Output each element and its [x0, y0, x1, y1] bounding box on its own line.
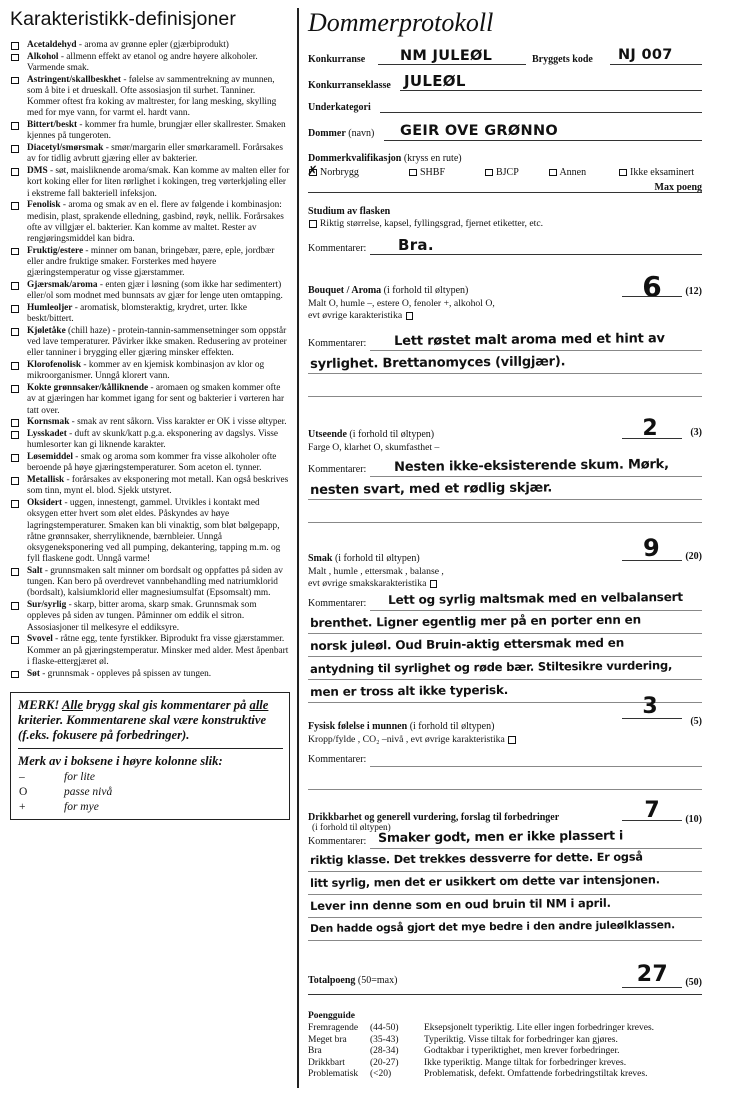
- guide-range: (<20): [370, 1069, 392, 1080]
- qualification-checkbox[interactable]: [549, 169, 557, 177]
- qualification-option-label: Ikke eksaminert: [630, 167, 695, 178]
- definition-desc: - smør/margarin eller smørkaramell. Forårsakes av for tidlig avbrutt gjæring eller av bakterier.: [27, 143, 283, 165]
- aroma-comment-label: Kommentarer:: [308, 338, 367, 349]
- definition-checkbox[interactable]: [11, 362, 19, 370]
- class-label: Konkurranseklasse: [308, 80, 391, 91]
- subcategory-label: Underkategori: [308, 102, 371, 113]
- appearance-comment-1[interactable]: Nesten ikke-eksisterende skum. Mørk,: [394, 457, 669, 475]
- definition-item: [10, 417, 290, 428]
- total-rule: [308, 994, 702, 995]
- class-line: [400, 90, 702, 91]
- definition-desc: - råtne egg, tente fyrstikker. Biprodukt fra visse gjærstammer. Kommer an på gjæringstemperatur. Minsker med alder. Mest åpenbart i flaske-ettergjæret øl.: [27, 634, 289, 667]
- definition-checkbox[interactable]: [11, 602, 19, 610]
- overall-title: Drikkbarhet og generell vurdering, forslag til forbedringer: [308, 812, 560, 823]
- qualification-checkbox[interactable]: [409, 169, 417, 177]
- score-guide: [308, 1011, 708, 1081]
- bottle-comment-line: [370, 254, 702, 255]
- aroma-other: [308, 310, 708, 322]
- competition-line: [378, 64, 526, 65]
- qualification-title: [308, 148, 708, 166]
- aroma-other-text: evt øvrige karakteristika: [308, 310, 403, 321]
- guide-range: (20-27): [370, 1057, 399, 1068]
- definition-desc: - grunnsmak - oppleves på spissen av tungen.: [39, 668, 212, 679]
- definition-item: [10, 40, 290, 51]
- overall-score[interactable]: 7: [644, 798, 660, 823]
- definition-desc: - uggen, innestengt, gammel. Utvikles i kontakt med oksygen etter hvert som ølet eldes. Påskyndes av høye lagringstemperaturer. Smaken kan bli vinaktig, som bløt bølgepapp, råtne grønnsaker, sherryliknende, bærnbleier. Unngå oksygeneksponering ved all pumping, dekantering, tapping m.m. og fyll flaskene godt. Unngå varme!: [27, 498, 281, 565]
- guide-range: (44-50): [370, 1023, 399, 1033]
- definition-item: [10, 75, 290, 120]
- total-label: Totalpoeng: [308, 975, 356, 986]
- class-row: [308, 68, 708, 94]
- column-divider: [297, 8, 299, 1088]
- guide-desc: Typeriktig. Visse tiltak for forbedringer kan gjøres.: [424, 1034, 618, 1045]
- definition-term: Fenolisk: [27, 200, 61, 211]
- guide-desc: Problematisk, defekt. Omfattende forbedringstiltak kreves.: [424, 1069, 648, 1080]
- competition-row: [308, 40, 708, 68]
- qualification-block: [308, 148, 708, 194]
- definition-desc: - følelse av sammentrekning av munnen, som å bite i et drueskall. Ofte assosiasjon til surhet. Tanniner. Kommer oftest fra koking av maltrester, for lang mesking, skylling med for mye vann, for varmt el. hardt vann.: [27, 74, 277, 119]
- appearance-max: (3): [690, 427, 702, 438]
- flavor-comment-label: Kommentarer:: [308, 598, 367, 609]
- definition-item: [10, 52, 290, 74]
- judge-label: Dommer: [308, 128, 346, 139]
- note-text: [18, 698, 283, 749]
- definition-term: Kokte grønnsaker/kålliknende: [27, 383, 149, 394]
- legend-desc: for mye: [64, 800, 99, 813]
- flavor-comment-4[interactable]: antydning til syrlighet og røde bær. Stiltesikre vurdering,: [310, 658, 673, 676]
- competition-label: Konkurranse: [308, 54, 366, 65]
- definition-desc: - allmenn effekt av etanol og andre høyere alkoholer. Varmende smak.: [27, 51, 258, 73]
- score-guide-row: [308, 1023, 708, 1035]
- definition-item: [10, 360, 290, 382]
- check-x-icon: ✗: [307, 163, 318, 179]
- mouthfeel-attributes-text: Kropp/fylde , CO₂ –nivå , evt øvrige karakteristika: [308, 734, 505, 745]
- aroma-title: Bouquet / Aroma: [308, 285, 382, 296]
- appearance-score[interactable]: 2: [642, 416, 658, 441]
- definition-checkbox[interactable]: [11, 636, 19, 644]
- definition-term: Diacetyl/smørsmak: [27, 143, 104, 154]
- bottle-comment[interactable]: Bra.: [398, 236, 434, 254]
- aroma-other-checkbox[interactable]: [406, 312, 414, 320]
- definition-term: Bittert/beskt: [27, 120, 78, 131]
- aroma-rule-3: [308, 396, 702, 397]
- guide-label: Meget bra: [308, 1034, 347, 1045]
- definition-term: Oksidert: [27, 498, 63, 509]
- definition-checkbox[interactable]: [11, 54, 19, 62]
- bottle-comment-label: Kommentarer:: [308, 243, 367, 254]
- appearance-attributes: Farge O, klarhet O, skumfasthet –: [308, 442, 440, 453]
- flavor-title: Smak: [308, 553, 333, 564]
- legend-symbol: O: [19, 785, 28, 798]
- note-alle-1: Alle: [61, 697, 83, 712]
- overall-sub: (i forhold til øltypen): [312, 823, 391, 833]
- definition-desc: - enten gjær i løsning (som ikke har sedimentert) eller/ol som modnet med bunnsats av gjær for lenge uten omtapping.: [27, 280, 283, 302]
- aroma-score-line: [622, 296, 682, 297]
- definition-term: Kjøletåke: [27, 326, 66, 337]
- beer-code-label: Bryggets kode: [532, 54, 593, 65]
- note-alle-2: alle: [249, 697, 269, 712]
- guide-label: Problematisk: [308, 1069, 359, 1080]
- definition-desc: - kommer fra humle, brungjær eller skallrester. Smaken kjennes på tungeroten.: [27, 120, 286, 142]
- qualification-option-label: Norbrygg: [320, 167, 359, 178]
- definition-item: [10, 383, 290, 417]
- judge-protocol: [308, 8, 708, 1081]
- mouthfeel-attributes: [308, 734, 708, 746]
- overall-comment-5[interactable]: Den hadde også gjort det mye bedre i den andre juleølklassen.: [310, 919, 675, 935]
- definition-desc: - søt, maisliknende aroma/smak. Kan komme av malten eller for kort koking eller for liten rørlighet i kokingen, treg vørterkjøling eller i ekstreme fall bakteriell infeksjon.: [27, 166, 290, 199]
- score-guide-row: [308, 1069, 708, 1081]
- bottle-criteria-text: Riktig størrelse, kapsel, fyllingsgrad, fjernet etiketter, etc.: [319, 218, 544, 229]
- definition-checkbox[interactable]: [11, 500, 19, 508]
- definition-checkbox[interactable]: [11, 385, 19, 393]
- definition-item: [10, 566, 290, 600]
- mouthfeel-max: (5): [690, 716, 702, 727]
- definitions-list: [10, 40, 290, 680]
- legend-title: Merk av i boksene i høyre kolonne slik:: [18, 753, 223, 768]
- definition-term: Lysskadet: [27, 429, 67, 440]
- qualification-option-label: Annen: [559, 167, 587, 178]
- appearance-section: [308, 416, 708, 542]
- definition-term: Alkohol: [27, 51, 59, 62]
- max-points-label: Max poeng: [654, 182, 702, 193]
- definition-item: [10, 600, 290, 634]
- definition-item: [10, 452, 290, 474]
- appearance-rule-3: [308, 522, 702, 523]
- guide-range: (28-34): [370, 1046, 399, 1057]
- definition-checkbox[interactable]: [11, 568, 19, 576]
- qualification-checkbox[interactable]: [485, 169, 493, 177]
- definition-term: Svovel: [27, 634, 53, 645]
- definition-checkbox[interactable]: [11, 454, 19, 462]
- judge-name[interactable]: GEIR OVE GRØNNO: [400, 123, 559, 139]
- flavor-attributes-text: Malt , humle , ettersmak , balanse ,: [308, 566, 444, 577]
- definition-item: [10, 634, 290, 668]
- definition-term: Metallisk: [27, 475, 65, 486]
- score-guide-row: [308, 1046, 708, 1058]
- overall-comment-2[interactable]: riktig klasse. Det trekkes dessverre for dette. Er også: [310, 850, 643, 867]
- score-guide-row: [308, 1035, 708, 1047]
- subcategory-row: [308, 94, 708, 116]
- bottle-criteria: [308, 218, 708, 229]
- definition-desc: - aromatisk, blomsteraktig, krydret, urter. Ikke beskt/bittert.: [27, 303, 247, 325]
- legend-row: [18, 800, 283, 814]
- total-score-line: [622, 987, 682, 988]
- definition-checkbox[interactable]: [11, 42, 19, 50]
- note-suffix: kriterier. Kommentarene skal være konstruktive (f.eks. fokusere på forbedringer).: [18, 712, 267, 742]
- appearance-comment-2[interactable]: nesten svart, med et rødlig skjær.: [310, 480, 553, 498]
- total-row: [308, 962, 708, 992]
- aroma-section: [308, 270, 708, 418]
- qualification-options: [307, 163, 708, 181]
- competition-value[interactable]: NM JULEØL: [400, 48, 493, 64]
- total-max: (50): [685, 977, 702, 988]
- aroma-comment-1[interactable]: Lett røstet malt aroma med et hint av: [394, 331, 665, 349]
- qualification-sub: (kryss en rute): [401, 153, 462, 164]
- definition-desc: - smak og aroma som kommer fra visse alkoholer ofte beroende på høye gjæringstemperaturer. Som aceton el. tynner.: [27, 452, 277, 474]
- flavor-comment-2[interactable]: brenthet. Ligner egentlig mer på en porter enn en: [310, 612, 641, 630]
- definition-item: [10, 326, 290, 360]
- qualification-option[interactable]: [548, 167, 586, 178]
- definition-checkbox[interactable]: [11, 671, 19, 679]
- definition-term: Fruktig/estere: [27, 245, 84, 256]
- judge-sub: (navn): [345, 128, 375, 139]
- definition-checkbox[interactable]: [11, 202, 19, 210]
- judge-label-wrap: [308, 123, 374, 141]
- definition-item: [10, 498, 290, 565]
- overall-max: (10): [685, 814, 702, 825]
- definition-term: Acetaldehyd: [27, 40, 77, 50]
- flavor-section: [308, 534, 708, 716]
- definition-term: Løsemiddel: [27, 452, 73, 463]
- definition-term: Humleoljer: [27, 303, 73, 314]
- total-score[interactable]: 27: [636, 962, 668, 987]
- definition-desc: - minner om banan, bringebær, pære, eple, jordbær eller andre fruktige smaker. Forsterkes med høyere gjæringstemperatur og visse gjærstammer.: [27, 245, 275, 279]
- qualification-checkbox[interactable]: [619, 169, 627, 177]
- guide-label: Bra: [308, 1046, 322, 1057]
- mouthfeel-checkbox[interactable]: [508, 736, 516, 744]
- legend-row: [18, 785, 283, 799]
- guide-range: (35-43): [370, 1034, 399, 1045]
- flavor-comment-5[interactable]: men er tross alt ikke typerisk.: [310, 682, 509, 699]
- qualification-option[interactable]: [408, 167, 445, 178]
- qualification-checkbox-checked[interactable]: [307, 163, 318, 179]
- appearance-score-line: [622, 438, 682, 439]
- definition-desc: - grunnsmaken salt minner om bordsalt og oppfattes på siden av tungen. Kan bero på overdrevet vannbehandling med natriumklorid (bordsalt), kalsiumklorid eller magnesiumsulfat (Epsomsalt) mm.: [27, 566, 283, 599]
- definition-checkbox[interactable]: [11, 328, 19, 336]
- overall-comment-1[interactable]: Smaker godt, men er ikke plassert i: [378, 827, 624, 845]
- definition-item: [10, 120, 290, 142]
- mouthfeel-score-line: [622, 718, 682, 719]
- mouthfeel-rule-1[interactable]: [370, 766, 702, 767]
- definition-checkbox[interactable]: [11, 248, 19, 256]
- guide-desc: Godtakbar i typeriktighet, men krever forbedringer.: [424, 1046, 620, 1057]
- definition-term: Klorofenolisk: [27, 360, 82, 371]
- class-value[interactable]: JULEØL: [404, 72, 466, 90]
- qualification-label: Dommerkvalifikasjon: [308, 153, 402, 164]
- aroma-score[interactable]: 6: [642, 270, 662, 303]
- definition-item: [10, 475, 290, 497]
- overall-comment-3[interactable]: litt syrlig, men det er usikkert om dette var intensjonen.: [310, 873, 660, 890]
- definition-item: [10, 303, 290, 325]
- mouthfeel-section: [308, 694, 708, 800]
- legend-list: [18, 770, 283, 814]
- qualification-option[interactable]: [618, 167, 694, 178]
- qualification-option-label: BJCP: [496, 167, 519, 178]
- beer-code-line: [610, 64, 702, 65]
- note-mid: brygg skal gis kommentarer på: [82, 697, 250, 712]
- definition-checkbox[interactable]: [11, 77, 19, 85]
- legend-desc: passe nivå: [64, 785, 113, 798]
- definition-checkbox[interactable]: [11, 145, 19, 153]
- definition-desc: - smak av rent såkorn. Viss karakter er OK i visse øltyper.: [69, 417, 287, 428]
- definition-checkbox[interactable]: [11, 305, 19, 313]
- overall-score-line: [622, 820, 682, 821]
- score-guide-title: Poengguide: [308, 1011, 355, 1021]
- definition-desc: (chill haze) - protein-tannin-sammensetninger som oppstår ved lave temperaturer. Påvirker ikke smaken. Redusering av proteiner eller tanniner i brygging eller gjæring minsker effekten.: [27, 326, 287, 359]
- definition-item: [10, 280, 290, 302]
- bottle-title: Studium av flasken: [308, 206, 391, 217]
- definition-term: Kornsmak: [27, 417, 70, 428]
- aroma-sub: (i forhold til øltypen): [381, 285, 469, 296]
- bottle-checkbox[interactable]: [309, 220, 317, 228]
- flavor-other-checkbox[interactable]: [430, 580, 438, 588]
- guide-label: Fremragende: [308, 1023, 359, 1033]
- definitions-column: [10, 8, 290, 820]
- judge-row: [308, 116, 708, 144]
- definition-item: [10, 246, 290, 280]
- mouthfeel-comment-label: Kommentarer:: [308, 754, 367, 765]
- definition-term: DMS: [27, 166, 48, 177]
- definition-desc: - aroma av grønne epler (gjærbiprodukt): [76, 40, 229, 50]
- definition-desc: - duft av skunk/katt p.g.a. eksponering av dagslys. Visse humlesorter kan gi liknende karakter.: [27, 429, 279, 451]
- beer-code-value[interactable]: NJ 007: [618, 47, 673, 63]
- definition-checkbox[interactable]: [11, 419, 19, 427]
- definition-item: [10, 143, 290, 165]
- flavor-max: (20): [685, 551, 702, 562]
- definition-item: [10, 669, 290, 680]
- score-guide-rows: [308, 1023, 708, 1081]
- definition-desc: - skarp, bitter aroma, skarp smak. Grunnsmak som oppleves på siden av tungen. Påminner om eddik el sitron. Assosiasjoner til melkesyre el eddiksyre.: [27, 600, 257, 633]
- appearance-comment-label: Kommentarer:: [308, 464, 367, 475]
- mouthfeel-title: Fysisk følelse i munnen: [308, 721, 408, 732]
- legend-symbol: –: [19, 770, 25, 783]
- appearance-title: Utseende: [308, 429, 347, 440]
- legend-desc: for lite: [64, 770, 95, 783]
- flavor-score-line: [622, 560, 682, 561]
- appearance-sub: (i forhold til øltypen): [346, 429, 435, 440]
- overall-section: [308, 798, 708, 964]
- note-prefix: MERK!: [18, 697, 62, 712]
- bottle-section: [308, 206, 708, 270]
- flavor-comment-1[interactable]: Lett og syrlig maltsmak med en velbalansert: [388, 589, 683, 607]
- score-guide-row: [308, 1058, 708, 1070]
- guide-label: Drikkbart: [308, 1057, 345, 1068]
- definition-term: Sur/syrlig: [27, 600, 67, 611]
- definition-checkbox[interactable]: [11, 431, 19, 439]
- total-label-wrap: [308, 970, 397, 988]
- definition-desc: - forårsakes av eksponering mot metall. Kan også beskrives som tinn, mynt el. blod. Sjekk utstyret.: [27, 475, 289, 497]
- aroma-max: (12): [685, 286, 702, 297]
- definition-checkbox[interactable]: [11, 282, 19, 290]
- definition-desc: - aroma og smak av en el. flere av følgende i kombinasjon: medisin, plast, sprakende elledning, gasbind, røyk, nellik. Forårsakes ofte av villgjær el. bakterier. Kan komme av maltet. Rester av rengjøringsmiddel kan bidra.: [27, 200, 284, 245]
- qualification-option[interactable]: [484, 167, 519, 178]
- definition-desc: - kommer av en kjemisk kombinasjon av klor og mikroorganismer. Unngå klorert vann.: [27, 360, 265, 382]
- definition-item: [10, 166, 290, 200]
- flavor-comment-3[interactable]: norsk juleøl. Oud Bruin-aktig ettersmak med en: [310, 635, 625, 653]
- total-sub: (50=max): [355, 975, 398, 986]
- qualification-rule: [308, 192, 702, 193]
- definition-desc: - aromaen og smaken kommer ofte av at gjæringen har kommet igang for sent og bakterier i vørteren har tatt over.: [27, 383, 285, 416]
- definition-term: Salt: [27, 566, 43, 577]
- definitions-title: Karakteristikk-definisjoner: [10, 8, 236, 30]
- definition-checkbox[interactable]: [11, 122, 19, 130]
- flavor-attributes: [308, 566, 708, 578]
- overall-comment-4[interactable]: Lever inn denne som en oud bruin til NM i april.: [310, 895, 611, 913]
- guide-desc: Eksepsjonelt typeriktig. Lite eller ingen forbedringer kreves.: [424, 1023, 655, 1033]
- flavor-sub: (i forhold til øltypen): [332, 553, 420, 564]
- aroma-comment-2[interactable]: syrlighet. Brettanomyces (villgjær).: [310, 354, 566, 372]
- mouthfeel-sub: (i forhold til øltypen): [407, 721, 495, 732]
- definition-item: [10, 200, 290, 245]
- definition-checkbox[interactable]: [11, 477, 19, 485]
- legend-row: [18, 770, 283, 784]
- mouthfeel-rule-2: [308, 789, 702, 790]
- qualification-option-label: SHBF: [420, 167, 446, 178]
- definition-term: Søt: [27, 668, 40, 679]
- mouthfeel-score[interactable]: 3: [642, 694, 658, 719]
- definition-term: Gjærsmak/aroma: [27, 280, 98, 291]
- protocol-title: Dommerprotokoll: [308, 8, 494, 37]
- note-box: [10, 692, 290, 820]
- definition-item: [10, 429, 290, 451]
- overall-comment-label: Kommentarer:: [308, 836, 367, 847]
- flavor-score[interactable]: 9: [643, 534, 660, 562]
- subcategory-line[interactable]: [380, 112, 702, 113]
- aroma-attributes: Malt O, humle –, estere O, fenoler +, alkohol O,: [308, 298, 495, 309]
- definition-term: Astringent/skallbeskhet: [27, 74, 122, 85]
- qualification-option[interactable]: [307, 163, 359, 179]
- guide-desc: Ikke typeriktig. Mange tiltak for forbedringer kreves.: [424, 1057, 627, 1068]
- legend-symbol: +: [19, 800, 26, 813]
- judge-line: [384, 140, 702, 141]
- flavor-other-text: evt øvrige smakskarakteristika: [308, 578, 427, 589]
- definition-checkbox[interactable]: [11, 168, 19, 176]
